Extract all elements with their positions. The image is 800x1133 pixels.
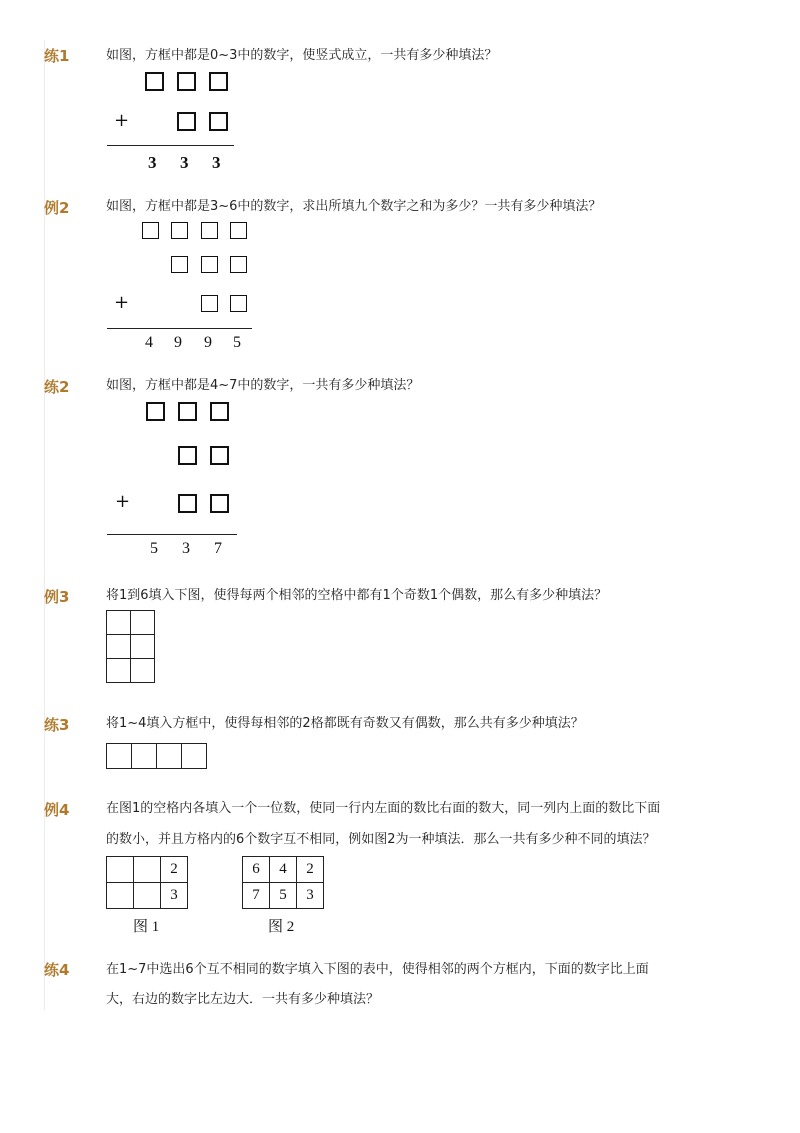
grid-cell: 2 [297, 857, 324, 883]
figure-1-grid [106, 856, 188, 909]
grid-cell[interactable] [134, 883, 161, 909]
digit-box[interactable] [171, 222, 188, 239]
grid-cell[interactable] [107, 635, 131, 659]
grid-cell[interactable] [107, 857, 134, 883]
digit-box[interactable] [201, 222, 218, 239]
grid-cell[interactable] [182, 744, 207, 769]
result-digit: 7 [214, 540, 222, 557]
grid-cell[interactable] [131, 611, 155, 635]
result-digit: 3 [180, 153, 189, 172]
grid-cell[interactable] [107, 744, 132, 769]
digit-box[interactable] [230, 295, 247, 312]
grid-2x3 [106, 610, 155, 683]
problem-label: 例2 [44, 199, 70, 217]
result-digit: 3 [212, 153, 221, 172]
grid-cell: 5 [270, 883, 297, 909]
digit-box[interactable] [171, 256, 188, 273]
plus-sign: + [115, 491, 131, 512]
problem-label: 例4 [44, 801, 70, 819]
problem-text: 将1到6填入下图，使得每两个相邻的空格中都有1个奇数1个偶数，那么有多少种填法？ [106, 588, 608, 603]
grid-cell[interactable] [131, 659, 155, 683]
digit-box[interactable] [177, 72, 196, 91]
sum-line [107, 534, 237, 535]
result-digit: 9 [204, 334, 212, 351]
result-digit: 5 [150, 540, 158, 557]
problem-text: 如图，方框中都是4~7中的数字，一共有多少种填法？ [106, 378, 420, 393]
grid-cell: 7 [243, 883, 270, 909]
figure-caption: 图 2 [268, 919, 295, 935]
digit-box[interactable] [209, 72, 228, 91]
problem-text: 将1~4填入方框中，使得每相邻的2格都既有奇数又有偶数，那么共有多少种填法？ [106, 716, 584, 731]
digit-box[interactable] [178, 402, 197, 421]
grid-cell[interactable] [157, 744, 182, 769]
problem-text: 在图1的空格内各填入一个一位数，使同一行内左面的数比右面的数大，同一列内上面的数比下面 [106, 801, 661, 816]
grid-cell[interactable] [107, 659, 131, 683]
plus-sign: + [114, 292, 130, 313]
grid-cell[interactable]: 3 [161, 883, 188, 909]
sum-line [107, 328, 252, 329]
digit-box[interactable] [178, 494, 197, 513]
margin-rule [44, 40, 45, 1010]
problem-text: 的数小，并且方格内的6个数字互不相同，例如图2为一种填法．那么一共有多少种不同的填法？ [106, 832, 656, 847]
grid-1x4 [106, 743, 207, 769]
problem-text: 如图，方框中都是3~6中的数字，求出所填九个数字之和为多少？一共有多少种填法？ [106, 199, 602, 214]
problem-text: 在1~7中选出6个互不相同的数字填入下图的表中，使得相邻的两个方框内，下面的数字比上面 [106, 962, 649, 977]
problem-label: 练1 [44, 47, 70, 65]
problem-label: 例3 [44, 588, 70, 606]
result-digit: 5 [233, 334, 241, 351]
plus-sign: + [114, 110, 130, 131]
grid-cell[interactable]: 2 [161, 857, 188, 883]
digit-box[interactable] [178, 446, 197, 465]
grid-cell: 3 [297, 883, 324, 909]
grid-cell[interactable] [107, 611, 131, 635]
digit-box[interactable] [177, 112, 196, 131]
digit-box[interactable] [210, 402, 229, 421]
grid-cell[interactable] [132, 744, 157, 769]
problem-label: 练4 [44, 961, 70, 979]
digit-box[interactable] [146, 402, 165, 421]
result-digit: 4 [145, 334, 153, 351]
grid-cell: 6 [243, 857, 270, 883]
problem-label: 练2 [44, 378, 70, 396]
problem-label: 练3 [44, 716, 70, 734]
digit-box[interactable] [201, 256, 218, 273]
problem-text: 大，右边的数字比左边大．一共有多少种填法？ [106, 992, 380, 1007]
problem-text: 如图，方框中都是0~3中的数字，使竖式成立，一共有多少种填法？ [106, 48, 498, 63]
figure-caption: 图 1 [133, 919, 160, 935]
result-digit: 3 [182, 540, 190, 557]
digit-box[interactable] [209, 112, 228, 131]
grid-cell[interactable] [134, 857, 161, 883]
digit-box[interactable] [142, 222, 159, 239]
digit-box[interactable] [230, 222, 247, 239]
digit-box[interactable] [210, 494, 229, 513]
grid-cell[interactable] [107, 883, 134, 909]
digit-box[interactable] [210, 446, 229, 465]
digit-box[interactable] [201, 295, 218, 312]
figure-2-grid [242, 856, 324, 909]
digit-box[interactable] [230, 256, 247, 273]
grid-cell[interactable] [131, 635, 155, 659]
grid-cell: 4 [270, 857, 297, 883]
result-digit: 3 [148, 153, 157, 172]
sum-line [107, 145, 234, 146]
result-digit: 9 [174, 334, 182, 351]
digit-box[interactable] [145, 72, 164, 91]
